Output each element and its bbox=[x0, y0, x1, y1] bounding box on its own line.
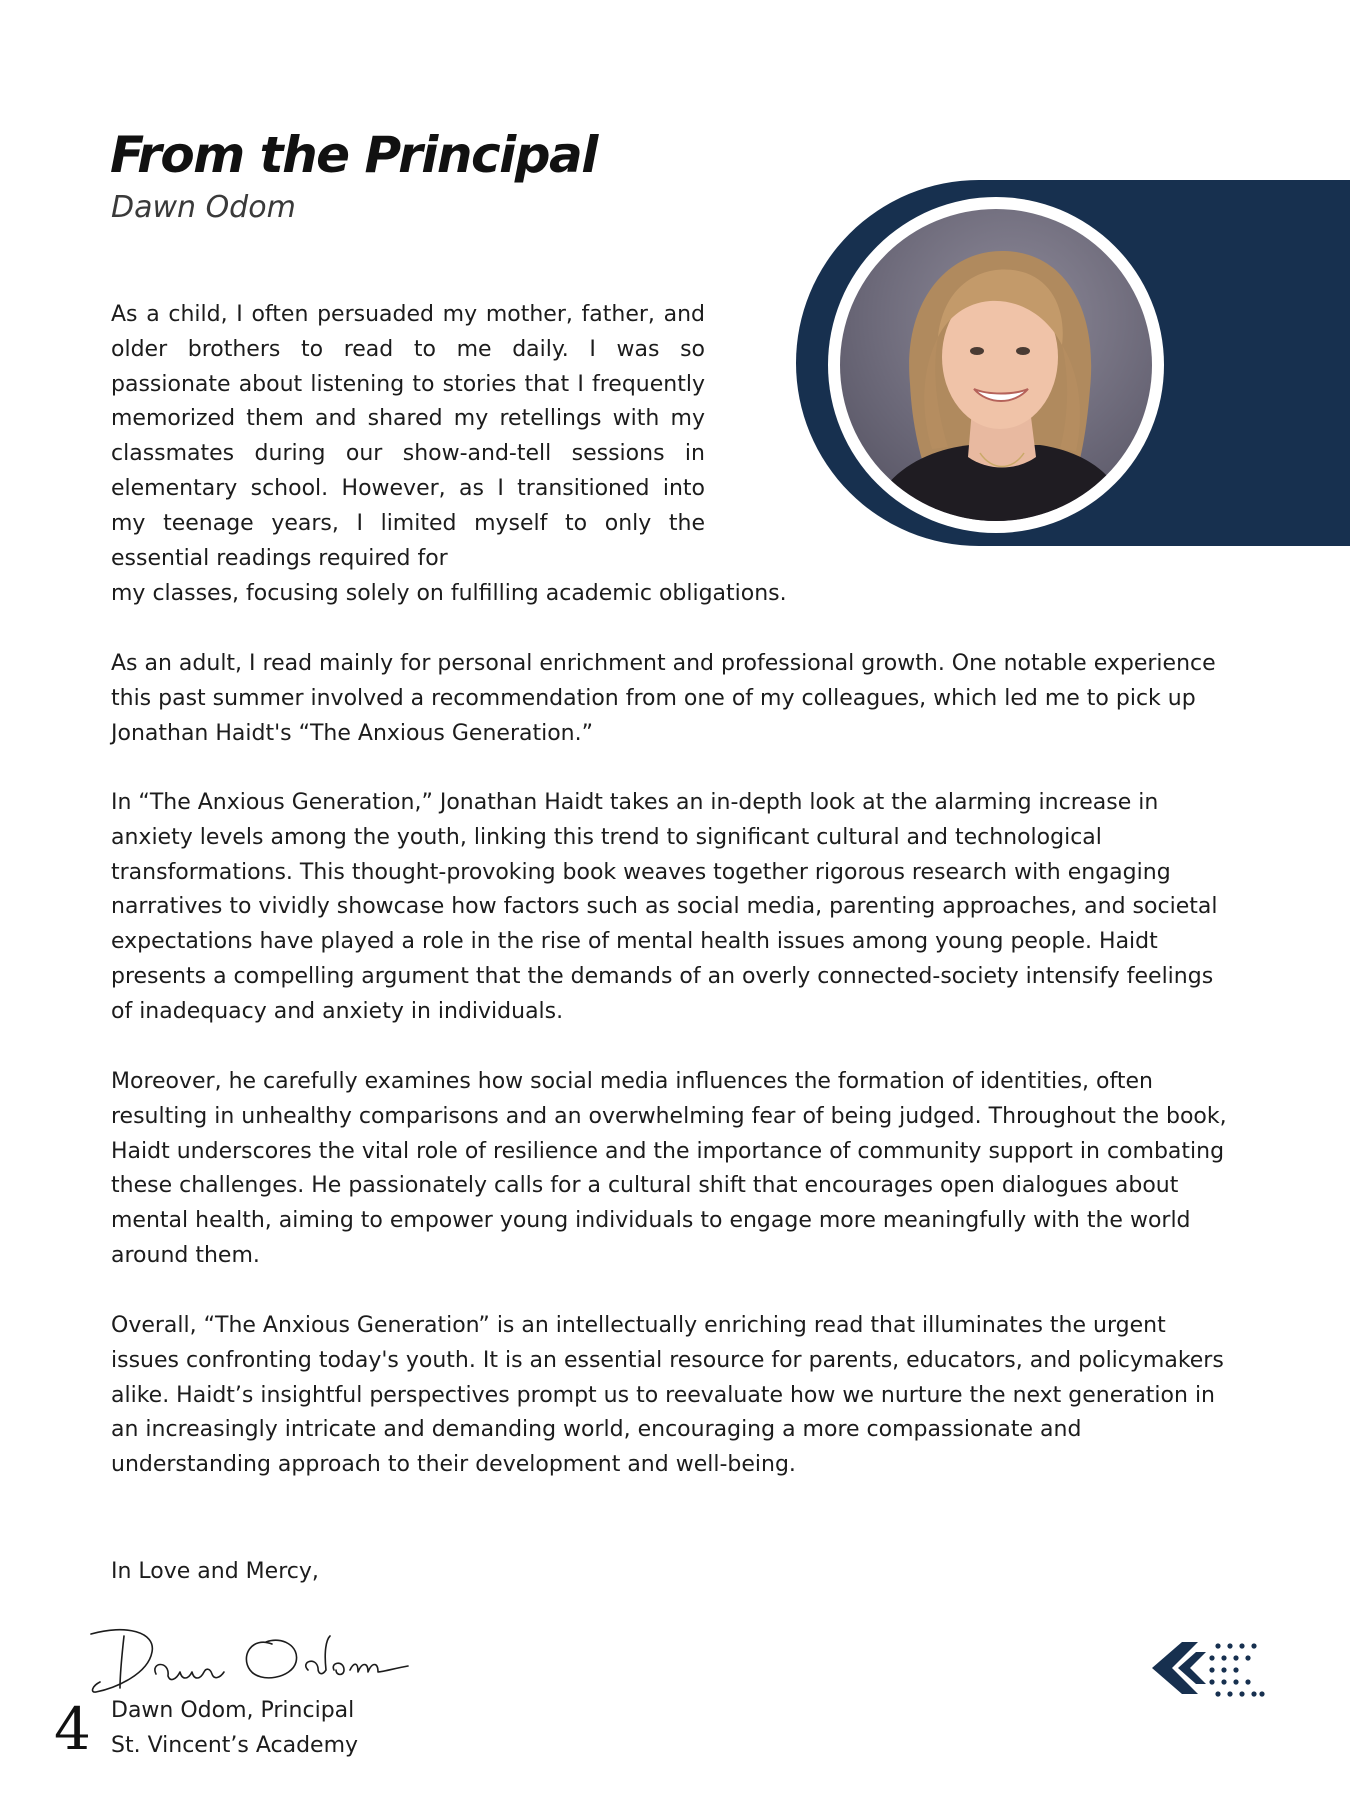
paragraph-5: Overall, “The Anxious Generation” is an intellectually enriching read that illuminates the urgent issues confronting today's youth. It is an essential resource for parents, educators, and policymakers alike. Haidt’s insightful perspectives prompt us to reevaluate how we nurture the next generation in an increasingly intricate and demanding world, encouraging a more compassionate and understanding approach to their development and well-being. bbox=[111, 1313, 1224, 1478]
page-subtitle: Dawn Odom bbox=[111, 190, 296, 225]
page-title: From the Principal bbox=[110, 126, 597, 184]
page-number: 4 bbox=[54, 1695, 91, 1763]
handwritten-signature bbox=[86, 1622, 416, 1702]
principal-portrait bbox=[840, 209, 1152, 521]
closing-line: In Love and Mercy, bbox=[111, 1559, 319, 1584]
paragraph-2: As an adult, I read mainly for personal enrichment and professional growth. One notable experience this past summer involved a recommendation from one of my colleagues, which led me to pick up Jonathan Haidt's “The Anxious Generation.” bbox=[111, 651, 1216, 746]
signature-name: Dawn Odom, Principal bbox=[111, 1698, 355, 1723]
paragraph-3: In “The Anxious Generation,” Jonathan Haidt takes an in-depth look at the alarming increase in anxiety levels among the youth, linking this trend to significant cultural and technological transformations. This thought-provoking book weaves together rigorous research with engaging narratives to vividly showcase how factors such as social media, parenting approaches, and societal expectations have played a role in the rise of mental health issues among young people. Haidt presents a compelling argument that the demands of an overly connected-society intensify feelings of inadequacy and anxiety in individuals. bbox=[111, 790, 1218, 1024]
portrait-illustration bbox=[840, 209, 1152, 521]
paragraph-1: As a child, I often persuaded my mother, father, and older brothers to read to me daily. I was so passionate about listening to stories that I frequently memorized them and shared my retellings with my classmates during our show-and-tell sessions in elementary school. However, as I transitioned into my teenage years, I limited myself to only the essential readings required for bbox=[111, 302, 705, 571]
paragraph-4: Moreover, he carefully examines how social media influences the formation of identities, often resulting in unhealthy comparisons and an overwhelming fear of being judged. Throughout the book, Haidt underscores the vital role of resilience and the importance of community support in combating these challenges. He passionately calls for a cultural shift that encourages open dialogues about mental health, aiming to empower young individuals to engage more meaningfully with the world around them. bbox=[111, 1069, 1227, 1268]
paragraph-1-tail: my classes, focusing solely on fulfilling academic obligations. bbox=[111, 581, 787, 606]
chevron-dots-logo-icon bbox=[1152, 1636, 1270, 1700]
signature-organization: St. Vincent’s Academy bbox=[111, 1733, 359, 1758]
